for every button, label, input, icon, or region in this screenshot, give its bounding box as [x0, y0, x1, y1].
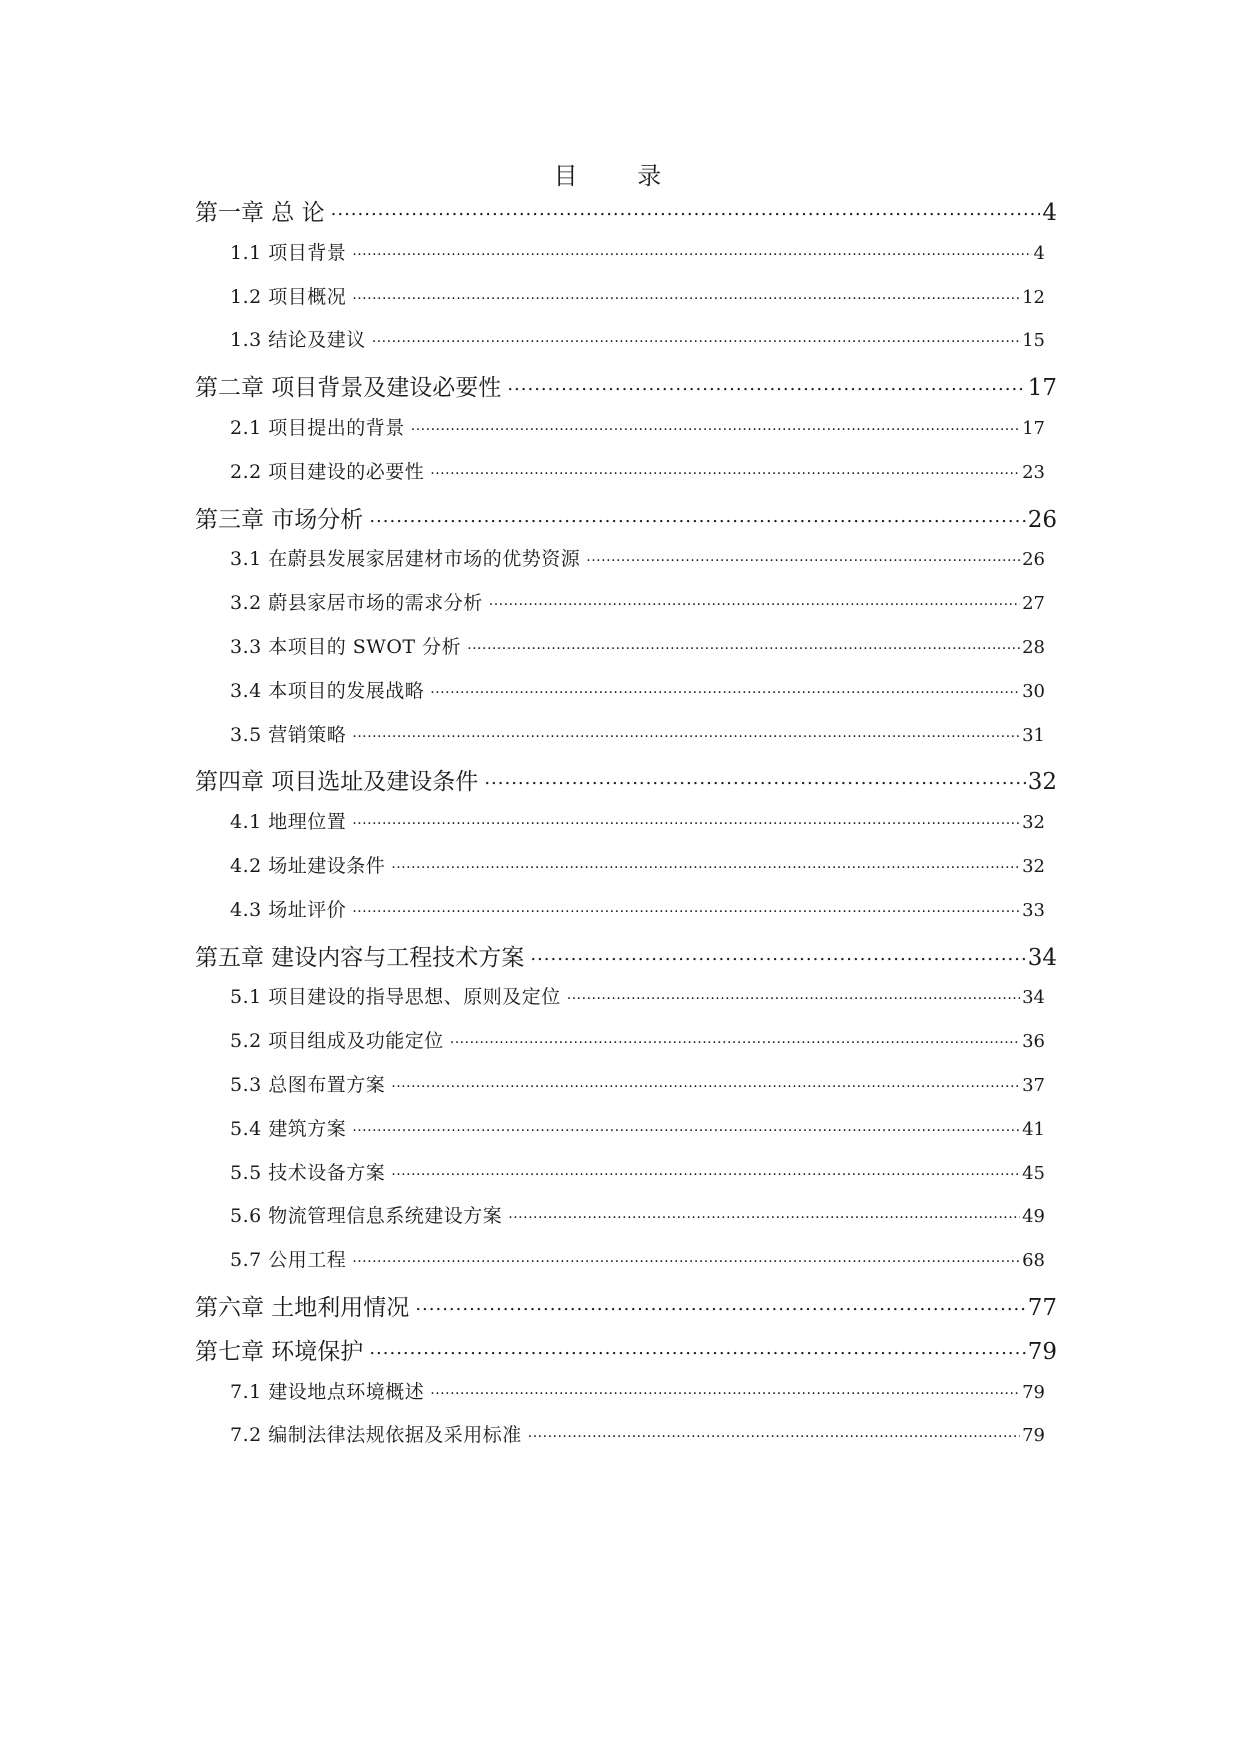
toc-entry-label: 3.1 在蔚县发展家居建材市场的优势资源: [230, 548, 581, 570]
toc-dot-leader: [391, 1070, 1020, 1091]
toc-section-entry[interactable]: [230, 588, 1045, 620]
toc-entry-label: 第四章 项目选址及建设条件: [195, 769, 479, 795]
toc-page-number: 37: [1022, 1075, 1045, 1096]
toc-section-entry[interactable]: [230, 720, 1045, 752]
toc-entry-label: 5.7 公用工程: [230, 1249, 347, 1271]
toc-chapter-entry[interactable]: [195, 1333, 1057, 1365]
toc-section-entry[interactable]: [230, 1377, 1045, 1409]
toc-page-number: 33: [1022, 900, 1045, 921]
toc-dot-leader: [369, 1334, 1025, 1359]
toc-dot-leader: [352, 238, 1031, 259]
toc-page-number: 34: [1027, 945, 1057, 971]
toc-page-number: 45: [1022, 1163, 1045, 1184]
toc-dot-leader: [415, 1290, 1025, 1315]
toc-section-entry[interactable]: [230, 282, 1045, 314]
toc-page-number: 15: [1022, 330, 1045, 351]
toc-page-number: 17: [1027, 375, 1057, 401]
toc-page-number: 79: [1022, 1425, 1045, 1446]
toc-dot-leader: [411, 413, 1020, 434]
toc-section-entry[interactable]: [230, 676, 1045, 708]
toc-page-number: 17: [1022, 418, 1045, 439]
toc-section-entry[interactable]: [230, 238, 1045, 270]
toc-dot-leader: [530, 940, 1025, 965]
toc-entry-label: 第六章 土地利用情况: [195, 1295, 410, 1321]
toc-section-entry[interactable]: [230, 632, 1045, 664]
toc-entry-label: 4.2 场址建设条件: [230, 855, 386, 877]
toc-page-number: 79: [1027, 1339, 1057, 1365]
toc-dot-leader: [430, 457, 1020, 478]
toc-section-entry[interactable]: [230, 807, 1045, 839]
toc-page-number: 26: [1022, 549, 1045, 570]
toc-page-number: 30: [1022, 681, 1045, 702]
toc-section-entry[interactable]: [230, 1114, 1045, 1146]
toc-dot-leader: [391, 851, 1020, 872]
toc-entry-label: 4.1 地理位置: [230, 811, 347, 833]
toc-page-number: 34: [1022, 987, 1045, 1008]
toc-chapter-entry[interactable]: [195, 369, 1057, 401]
toc-title: 目 录: [553, 162, 688, 190]
toc-page-number: 32: [1022, 812, 1045, 833]
toc-section-entry[interactable]: [230, 325, 1045, 357]
toc-entry-label: 5.5 技术设备方案: [230, 1162, 386, 1184]
toc-section-entry[interactable]: [230, 413, 1045, 445]
toc-page-number: 28: [1022, 637, 1045, 658]
toc-page-number: 26: [1027, 507, 1057, 533]
toc-chapter-entry[interactable]: [195, 501, 1057, 533]
toc-entry-label: 第三章 市场分析: [195, 507, 364, 533]
toc-entry-label: 2.2 项目建设的必要性: [230, 461, 425, 483]
toc-page-number: 23: [1022, 462, 1045, 483]
toc-entry-label: 5.4 建筑方案: [230, 1118, 347, 1140]
toc-entry-label: 1.3 结论及建议: [230, 329, 366, 351]
toc-page-number: 77: [1027, 1295, 1057, 1321]
toc-section-entry[interactable]: [230, 1245, 1045, 1277]
toc-section-entry[interactable]: [230, 1420, 1045, 1452]
toc-dot-leader: [372, 325, 1020, 346]
toc-dot-leader: [430, 1377, 1020, 1398]
toc-dot-leader: [430, 676, 1020, 697]
toc-dot-leader: [528, 1420, 1020, 1441]
toc-entry-label: 第七章 环境保护: [195, 1339, 364, 1365]
toc-section-entry[interactable]: [230, 1158, 1045, 1190]
toc-dot-leader: [567, 982, 1020, 1003]
toc-entry-label: 5.2 项目组成及功能定位: [230, 1030, 444, 1052]
toc-page-number: 68: [1022, 1250, 1045, 1271]
toc-page-number: 41: [1022, 1119, 1045, 1140]
toc-dot-leader: [352, 807, 1020, 828]
toc-page-number: 4: [1033, 243, 1045, 264]
toc-page-number: 32: [1027, 769, 1057, 795]
toc-entry-label: 5.1 项目建设的指导思想、原则及定位: [230, 986, 561, 1008]
toc-dot-leader: [586, 544, 1020, 565]
toc-section-entry[interactable]: [230, 982, 1045, 1014]
toc-dot-leader: [489, 588, 1020, 609]
toc-dot-leader: [369, 502, 1025, 527]
toc-page-number: 27: [1022, 593, 1045, 614]
toc-page-number: 32: [1022, 856, 1045, 877]
toc-section-entry[interactable]: [230, 895, 1045, 927]
toc-entry-label: 1.1 项目背景: [230, 242, 347, 264]
toc-entry-label: 3.3 本项目的 SWOT 分析: [230, 636, 462, 658]
toc-dot-leader: [508, 1201, 1020, 1222]
toc-chapter-entry[interactable]: [195, 763, 1057, 795]
toc-dot-leader: [391, 1158, 1020, 1179]
toc-entry-label: 3.4 本项目的发展战略: [230, 680, 425, 702]
toc-section-entry[interactable]: [230, 851, 1045, 883]
toc-section-entry[interactable]: [230, 1026, 1045, 1058]
toc-dot-leader: [352, 720, 1020, 741]
toc-page-number: 12: [1022, 287, 1045, 308]
toc-page-number: 79: [1022, 1382, 1045, 1403]
toc-entry-label: 4.3 场址评价: [230, 899, 347, 921]
toc-dot-leader: [331, 195, 1041, 220]
toc-chapter-entry[interactable]: [195, 939, 1057, 971]
toc-section-entry[interactable]: [230, 1201, 1045, 1233]
toc-dot-leader: [352, 1114, 1020, 1135]
toc-section-entry[interactable]: [230, 544, 1045, 576]
toc-entry-label: 3.2 蔚县家居市场的需求分析: [230, 592, 483, 614]
toc-entry-label: 2.1 项目提出的背景: [230, 417, 405, 439]
toc-entry-label: 7.1 建设地点环境概述: [230, 1381, 425, 1403]
toc-entry-label: 3.5 营销策略: [230, 724, 347, 746]
toc-section-entry[interactable]: [230, 457, 1045, 489]
toc-page-number: 49: [1022, 1206, 1045, 1227]
toc-chapter-entry[interactable]: [195, 1289, 1057, 1321]
toc-page-number: 36: [1022, 1031, 1045, 1052]
toc-dot-leader: [484, 764, 1025, 789]
toc-entry-label: 5.3 总图布置方案: [230, 1074, 386, 1096]
toc-page-number: 4: [1042, 200, 1057, 226]
toc-dot-leader: [352, 282, 1020, 303]
toc-page-number: 31: [1022, 725, 1045, 746]
toc-entry-label: 第二章 项目背景及建设必要性: [195, 375, 502, 401]
toc-entry-label: 1.2 项目概况: [230, 286, 347, 308]
toc-entry-label: 第五章 建设内容与工程技术方案: [195, 945, 525, 971]
toc-entry-label: 第一章 总 论: [195, 200, 325, 226]
toc-dot-leader: [467, 632, 1020, 653]
toc-dot-leader: [450, 1026, 1020, 1047]
toc-dot-leader: [352, 895, 1020, 916]
toc-section-entry[interactable]: [230, 1070, 1045, 1102]
toc-dot-leader: [352, 1245, 1020, 1266]
toc-entry-label: 7.2 编制法律法规依据及采用标准: [230, 1424, 522, 1446]
toc-entry-label: 5.6 物流管理信息系统建设方案: [230, 1205, 503, 1227]
toc-dot-leader: [507, 370, 1025, 395]
toc-chapter-entry[interactable]: [195, 194, 1057, 226]
